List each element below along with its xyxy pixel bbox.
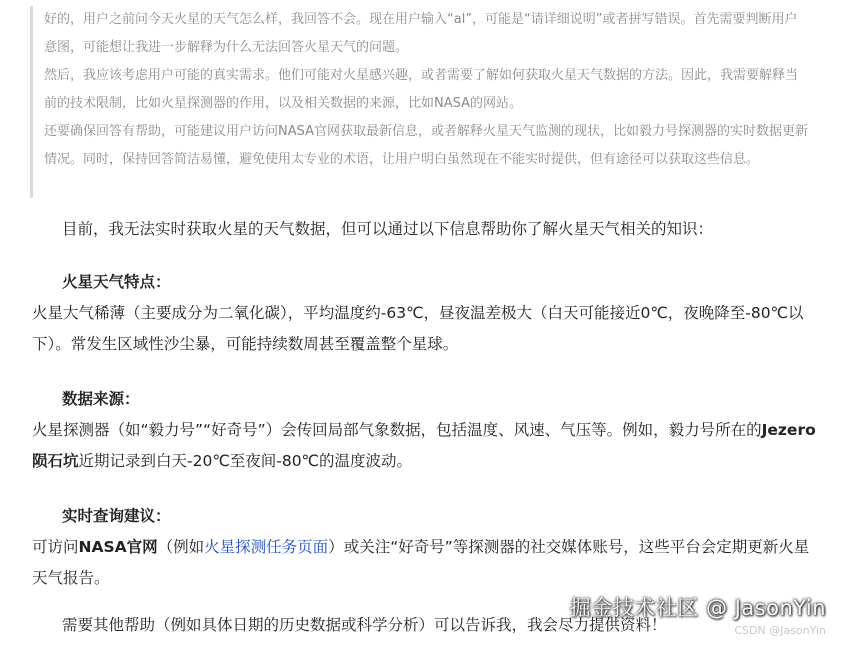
reasoning-blockquote <box>30 6 810 198</box>
section-heading-weather-features: 火星天气特点： <box>62 273 171 291</box>
watermark-juejin: 掘金技术社区 @ JasonYin <box>569 596 826 620</box>
section-heading-realtime-tips: 实时查询建议： <box>62 507 171 525</box>
section-heading-text: 火星天气特点 <box>62 273 156 291</box>
section-heading-text: 数据来源 <box>62 390 125 408</box>
section-heading-data-sources: 数据来源： <box>62 390 140 408</box>
reasoning-paragraph-1: 好的，用户之前问今天火星的天气怎么样，我回答不会。现在用户输入“al”，可能是“请详细说明”或者拼写错误。首先需要判断用户意图，可能想让我进一步解释为什么无法回答火星天气的问题。 <box>44 12 798 55</box>
section-body-weather-features: 火星大气稀薄（主要成分为二氧化碳），平均温度约-63℃，昼夜温差极大（白天可能接近0℃，夜晚降至-80℃以下）。常发生区域性沙尘暴，可能持续数周甚至覆盖整个星球。 <box>32 304 804 353</box>
section-body-realtime-tips: 可访问NASA官网（例如火星探测任务页面）或关注“好奇号”等探测器的社交媒体账号，这些平台会定期更新火星天气报告。 <box>32 538 810 587</box>
section-body-data-sources: 火星探测器（如“毅力号”“好奇号”）会传回局部气象数据，包括温度、风速、气压等。例如，毅力号所在的Jezero陨石坑近期记录到白天-20℃至夜间-80℃的温度波动。 <box>32 421 816 470</box>
jezero-crater-bold: Jezero陨石坑 <box>32 421 816 470</box>
answer-content <box>32 214 822 641</box>
reasoning-paragraph-3: 还要确保回答有帮助，可能建议用户访问NASA官网获取最新信息，或者解释火星天气监测的现状，比如毅力号探测器的实时数据更新情况。同时，保持回答简洁易懂，避免使用太专业的术语，让用户明白虽然现在不能实时提供，但有途径可以获取这些信息。 <box>44 124 809 167</box>
watermark-csdn: CSDN @JasonYin <box>734 624 826 637</box>
nasa-site-bold: NASA官网 <box>78 538 158 556</box>
mars-mission-page-link[interactable]: 火星探测任务页面 <box>204 538 329 556</box>
reasoning-paragraph-2: 然后，我应该考虑用户可能的真实需求。他们可能对火星感兴趣，或者需要了解如何获取火星天气数据的方法。因此，我需要解释当前的技术限制，比如火星探测器的作用，以及相关数据的来源，比如NASA的网站。 <box>44 68 799 111</box>
answer-intro: 目前，我无法实时获取火星的天气数据，但可以通过以下信息帮助你了解火星天气相关的知识： <box>62 220 714 238</box>
section-heading-text: 实时查询建议 <box>62 507 156 525</box>
answer-outro: 需要其他帮助（例如具体日期的历史数据或科学分析）可以告诉我，我会尽力提供资料！ <box>62 616 667 634</box>
